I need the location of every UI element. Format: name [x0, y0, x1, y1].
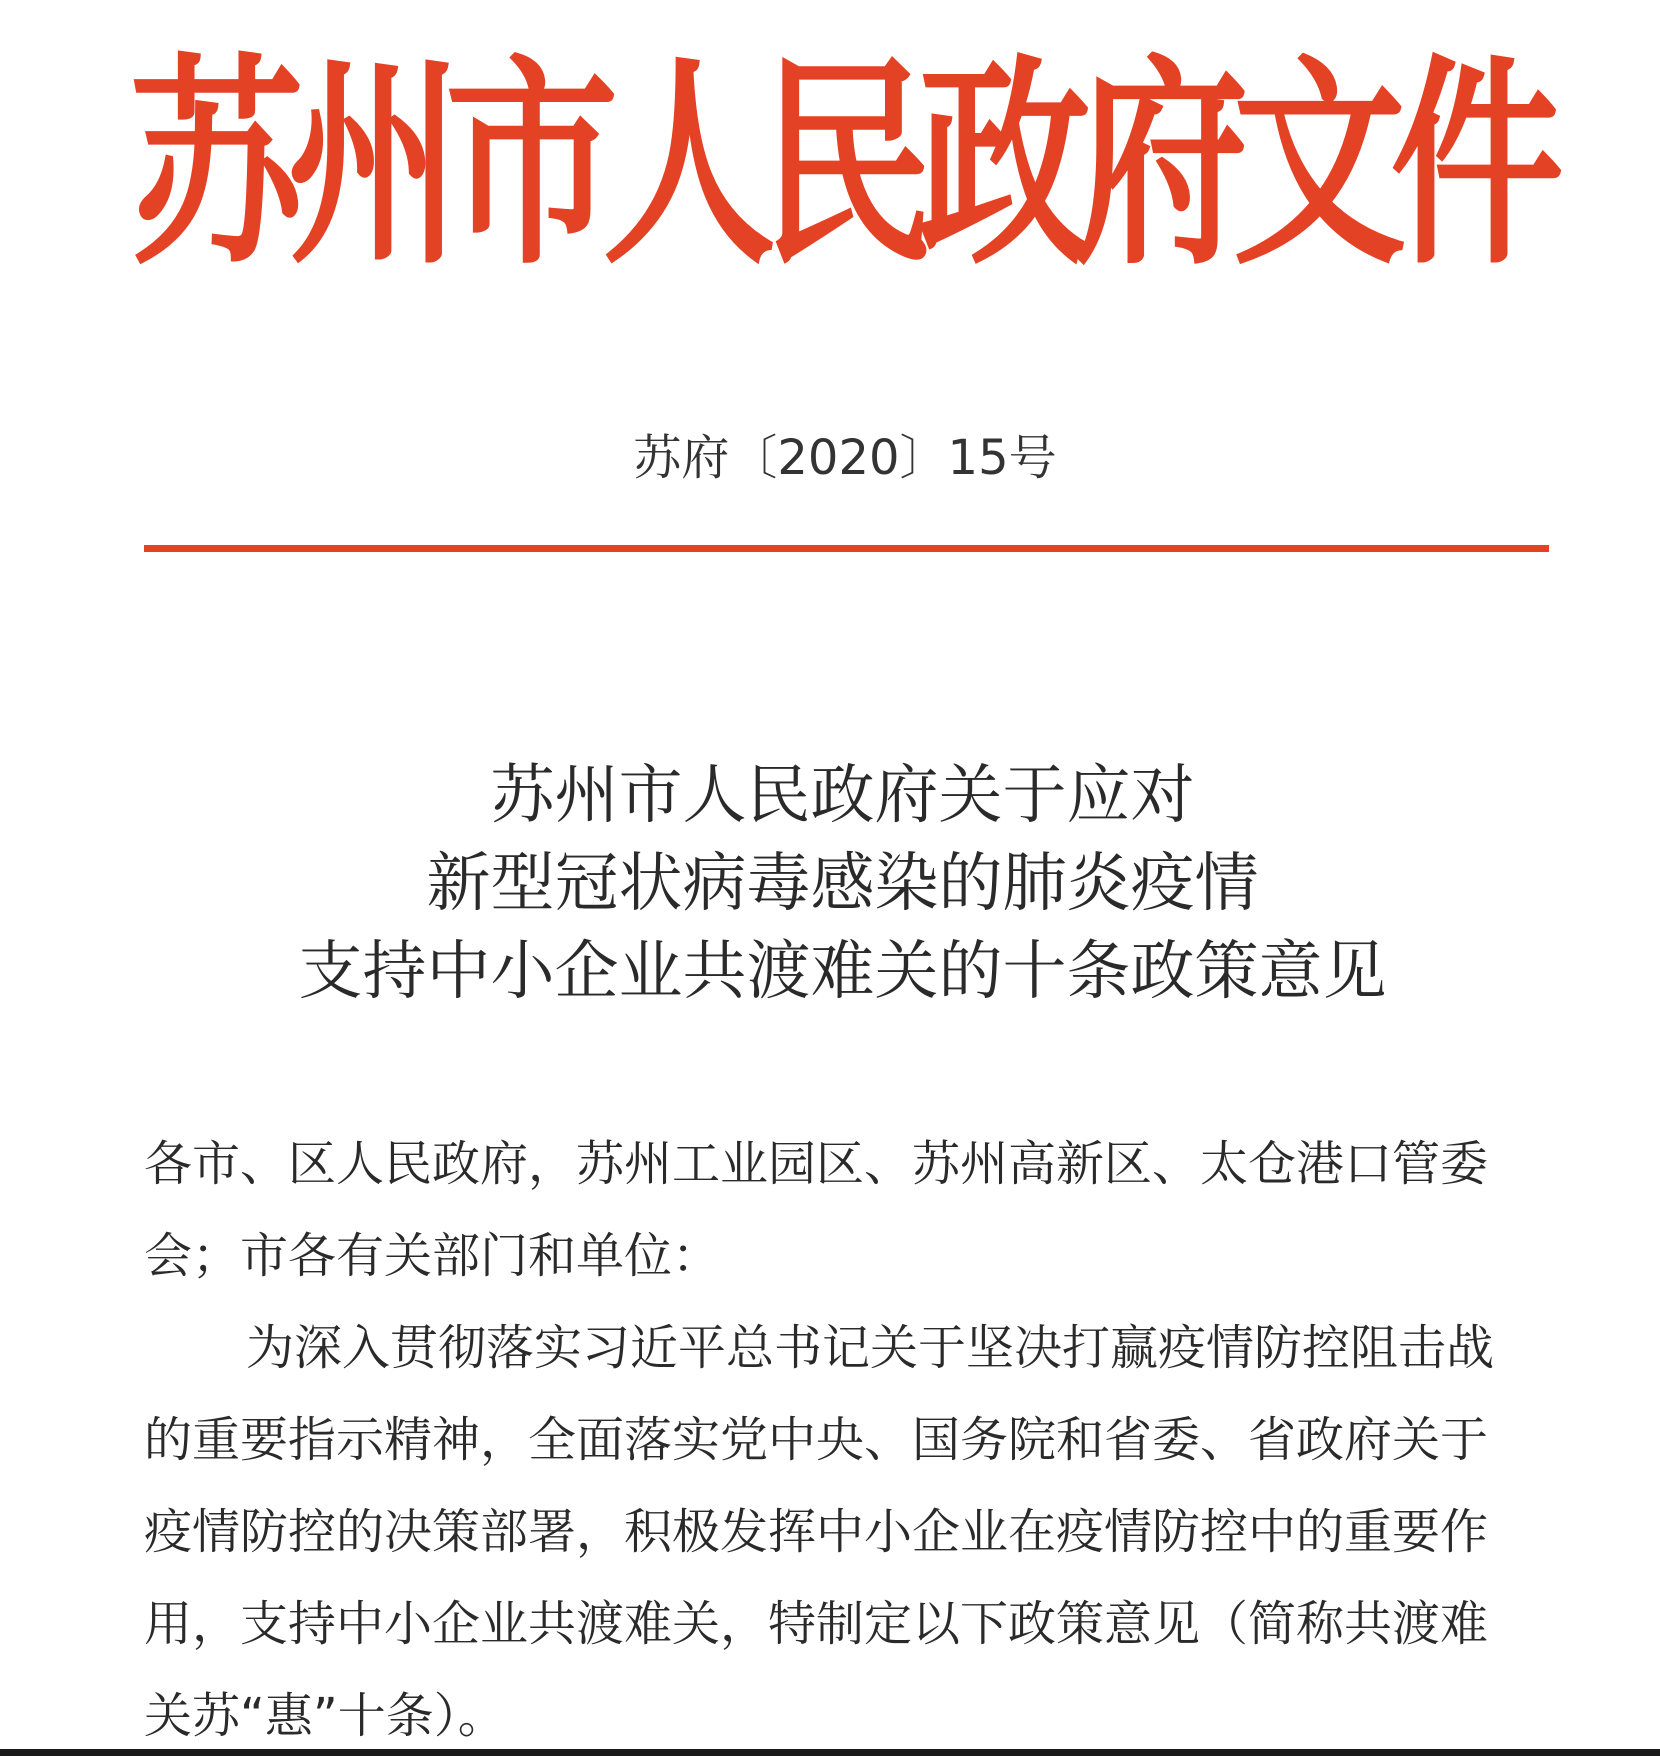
body-line-paragraph: 用，支持中小企业共渡难关，特制定以下政策意见（简称共渡难	[144, 1596, 1489, 1652]
red-divider-line	[144, 545, 1549, 552]
title-line: 新型冠状病毒感染的肺炎疫情	[426, 847, 1259, 921]
body-line-paragraph: 疫情防控的决策部署，积极发挥中小企业在疫情防控中的重要作	[144, 1504, 1489, 1560]
title-line: 支持中小企业共渡难关的十条政策意见	[298, 935, 1387, 1009]
document-number: 苏府〔2020〕15号	[633, 430, 1057, 486]
body-line-paragraph: 为深入贯彻落实习近平总书记关于坚决打赢疫情防控阻击战	[246, 1320, 1495, 1376]
body-line-paragraph: 关苏“惠”十条）。	[144, 1688, 506, 1744]
title-line: 苏州市人民政府关于应对	[490, 759, 1195, 833]
document-body	[144, 1118, 1564, 1756]
document-header-title: 苏州市人民政府文件	[130, 35, 1549, 295]
bottom-edge-bar	[0, 1749, 1660, 1756]
document-title	[0, 752, 1660, 1016]
body-line-paragraph: 的重要指示精神，全面落实党中央、国务院和省委、省政府关于	[144, 1412, 1489, 1468]
body-line-addressee: 各市、区人民政府，苏州工业园区、苏州高新区、太仓港口管委	[144, 1136, 1489, 1192]
body-line-addressee: 会；市各有关部门和单位：	[144, 1228, 721, 1284]
